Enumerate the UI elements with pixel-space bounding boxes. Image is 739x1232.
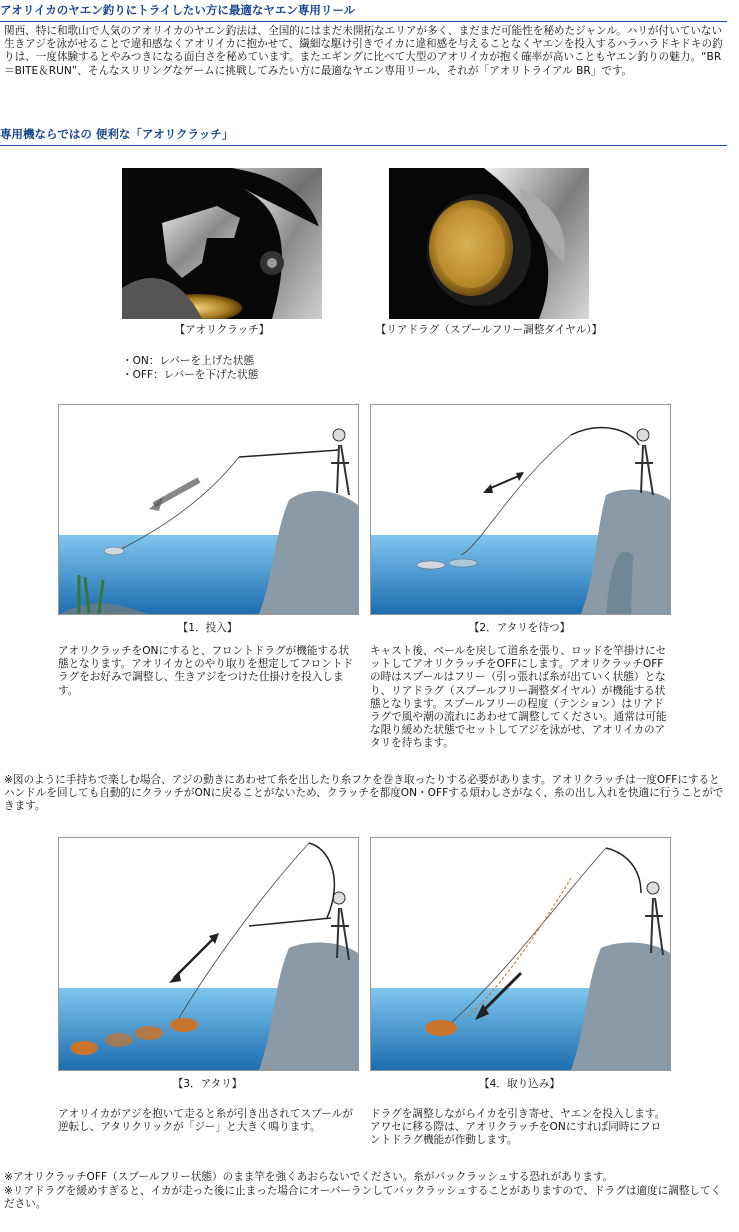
aori-clutch-photo	[122, 168, 322, 319]
step-4-text: ドラグを調整しながらイカを引き寄せ、ヤエンを投入します。アワセに移る際は、アオリクラッチをONにすれば同時にフロントドラグ機能が作動します。	[370, 1108, 666, 1147]
footer-note-1: ※アオリクラッチOFF（スプールフリー状態）のまま竿を強くあおらないでください。糸がバックラッシュする恐れがあります。	[4, 1171, 614, 1183]
section-title: 専用機ならではの 便利な「アオリクラッチ」	[0, 126, 727, 146]
photo-caption-clutch: 【アオリクラッチ】	[174, 324, 270, 336]
step-3-text: アオリイカがアジを抱いて走ると糸が引き出されてスプールが逆転し、アタリクリックが「ジー」と大きく鳴ります。	[58, 1108, 353, 1134]
step-4-caption: 【4．取り込み】	[479, 1078, 560, 1090]
page-title: アオリイカのヤエン釣りにトライしたい方に最適なヤエン専用リール	[0, 2, 727, 22]
step-2-wait-illustration	[370, 404, 671, 615]
step-3-caption: 【3．アタリ】	[172, 1078, 243, 1090]
middle-note: ※図のように手持ちで楽しむ場合、アジの動きにあわせて糸を出したり糸フケを巻き取ったりする必要があります。アオリクラッチは一度OFFにするとハンドルを回しても自動的にクラッチがONに戻ることがないため、クラッチを都度ON・OFFする煩わしさがなく、糸の出し入れを快適に行うことができます。	[4, 774, 724, 813]
photo-caption-rear-drag: 【リアドラグ（スプールフリー調整ダイヤル）】	[375, 324, 603, 336]
clutch-on-note: ・ON：レバーを上げた状態	[122, 355, 255, 367]
footer-note-2: ※リアドラグを緩めすぎると、イカが走った後に止まった場合にオーバーランしてバックラッシュすることがありますので、ドラグは適度に調整してください。	[4, 1185, 722, 1211]
step-1-text: アオリクラッチをONにすると、フロントドラグが機能する状態となります。アオリイカとのやり取りを想定してフロントドラグをお好みで調整し、生きアジをつけた仕掛けを投入します。	[58, 645, 354, 697]
step-2-text: キャスト後、ベールを戻して道糸を張り、ロッドを竿掛けにセットしてアオリクラッチをOFFにします。アオリクラッチOFFの時はスプールはフリー（引っ張れば糸が出ていく状態）となり、リアドラグ（スプールフリー調整ダイヤル）が機能する状態となります。スプールフリーの程度（テンション）はリアドラグで風や潮の流れにあわせて調整してください。通常は可能な限り緩めた状態でセットしてアジを泳がせ、アオリイカのアタリを待ちます。	[370, 645, 667, 750]
step-1-cast-illustration	[58, 404, 359, 615]
step-4-landing-illustration	[370, 837, 671, 1071]
step-2-caption: 【2．アタリを待つ】	[468, 622, 571, 634]
intro-paragraph: 関西、特に和歌山で人気のアオリイカのヤエン釣法は、全国的にはまだ未開拓なエリアが多く、まだまだ可能性を秘めたジャンル。ハリが付いていない生きアジを泳がせることで違和感なくアオリイカに抱かせて、繊細な駆け引きでイカに違和感を与えることなくヤエンを投入するハラハラドキドキの釣りは、一度体験するとやみつきになる面白さを秘めています。またエギングに比べて大型のアオリイカが抱く確率が高いこともヤエン釣りの魅力。“BR＝BITE＆RUN”、そんなスリリングなゲームに挑戦してみたい方に最適なヤエン専用リール、それが「アオリトライアル BR」です。	[4, 25, 723, 77]
step-1-caption: 【1．投入】	[177, 622, 238, 634]
step-3-bite-illustration	[58, 837, 359, 1071]
rear-drag-photo	[389, 168, 589, 319]
clutch-off-note: ・OFF：レバーを下げた状態	[122, 369, 259, 381]
